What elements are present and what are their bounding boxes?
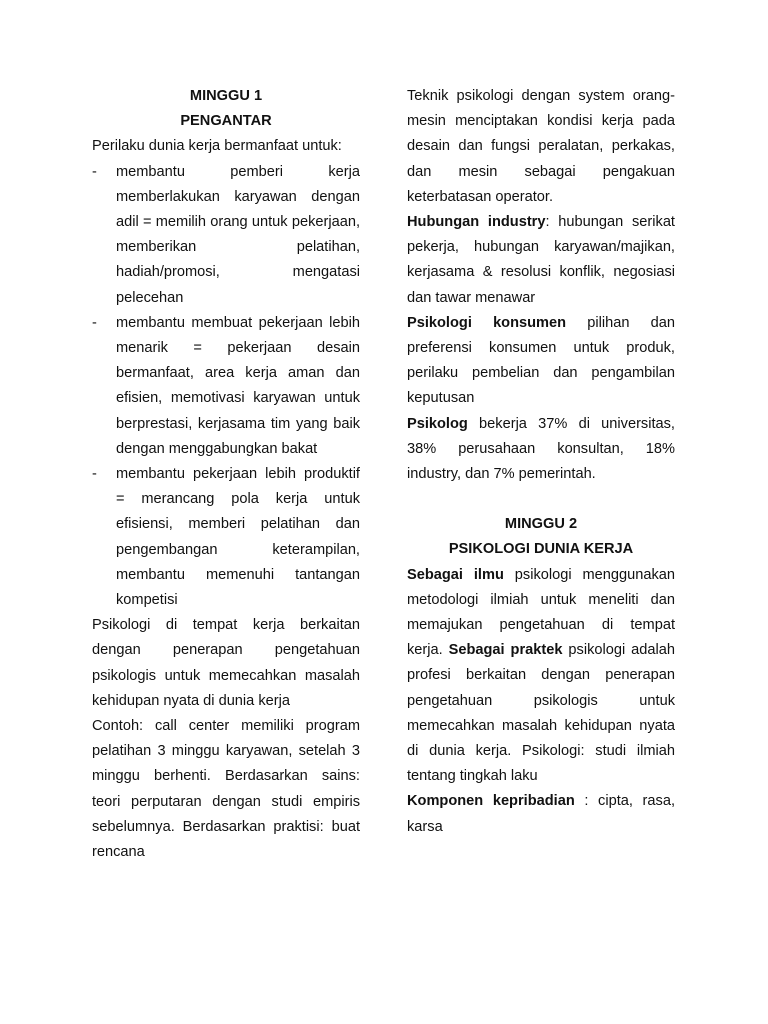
- practice-text: psikologi adalah profesi berkaitan dengan penerapan pengetahuan psikologis untuk memecahkan masalah kehidupan nyata di dunia kerja. Psikologi: studi ilmiah tentang tingkah laku: [407, 642, 675, 785]
- week-2-subtitle: PSIKOLOGI DUNIA KERJA: [448, 541, 634, 558]
- industry-paragraph: [407, 210, 675, 311]
- science-text: psikologi menggunakan metodologi ilmiah untuk meneliti dan memajukan pengetahuan di tempat kerja.: [407, 566, 675, 659]
- consumer-paragraph: [407, 311, 675, 412]
- consumer-text: pilihan dan preferensi konsumen untuk produk, perilaku pembelian dan pengambilan keputusan: [407, 314, 675, 407]
- right-column: [407, 84, 675, 840]
- psychology-paragraph: Psikologi di tempat kerja berkaitan dengan penerapan pengetahuan psikologis untuk memecahkan masalah kehidupan nyata di dunia kerja: [92, 617, 360, 709]
- industry-term: Hubungan industry: [407, 214, 546, 231]
- psychologist-text: bekerja 37% di universitas, 38% perusahaan konsultan, 18% industry, dan 7% pemerintah.: [407, 415, 675, 483]
- bullet-marker: -: [92, 314, 97, 331]
- bullet-text: membantu pekerjaan lebih produktif = merancang pola kerja untuk efisiensi, memberi pelatihan dan pengembangan keterampilan, membantu memenuhi tantangan kompetisi: [116, 466, 360, 609]
- psychologist-term: Psikolog: [407, 415, 468, 432]
- week-1-subtitle: PENGANTAR: [180, 113, 272, 130]
- week-1-title: MINGGU 1: [189, 88, 263, 104]
- section-spacer: [407, 487, 675, 512]
- bullet-marker: -: [92, 466, 97, 483]
- bullet-item: [92, 462, 360, 613]
- bullet-text: membantu membuat pekerjaan lebih menarik = pekerjaan desain bermanfaat, area kerja aman dan efisien, memotivasi karyawan untuk berprestasi, kerjasama tim yang baik dengan menggabungkan bakat: [116, 314, 360, 457]
- practice-term: Sebagai praktek: [448, 642, 563, 659]
- left-column: [92, 84, 360, 865]
- science-practice-paragraph: [407, 563, 675, 790]
- bullet-marker: -: [92, 163, 97, 180]
- bullet-item: [92, 311, 360, 462]
- consumer-term: Psikologi konsumen: [407, 314, 567, 331]
- intro-text: Perilaku dunia kerja bermanfaat untuk:: [92, 138, 342, 155]
- personality-term: Komponen kepribadian: [407, 793, 575, 810]
- example-paragraph: Contoh: call center memiliki program pelatihan 3 minggu karyawan, setelah 3 minggu berhenti. Berdasarkan sains: teori perputaran dengan studi empiris sebelumnya. Berdasarkan praktisi: buat rencana: [92, 718, 360, 861]
- technique-paragraph: Teknik psikologi dengan system orang-mesin menciptakan kondisi kerja pada desain dan fungsi peralatan, perkakas, dan mesin sebagai pengakuan keterbatasan operator.: [407, 88, 675, 205]
- science-term: Sebagai ilmu: [407, 566, 504, 583]
- bullet-text: membantu pemberi kerja memberlakukan karyawan dengan adil = memilih orang untuk pekerjaan, memberikan pelatihan, hadiah/promosi, mengatasi pelecehan: [116, 163, 360, 306]
- bullet-item: [92, 160, 360, 311]
- industry-text: : hubungan serikat pekerja, hubungan karyawan/majikan, kerjasama & resolusi konflik, negosiasi dan tawar menawar: [407, 214, 675, 306]
- psychologist-paragraph: [407, 412, 675, 488]
- week-2-title: MINGGU 2: [504, 516, 578, 533]
- personality-paragraph: [407, 789, 675, 839]
- personality-text: : cipta, rasa, karsa: [407, 793, 676, 835]
